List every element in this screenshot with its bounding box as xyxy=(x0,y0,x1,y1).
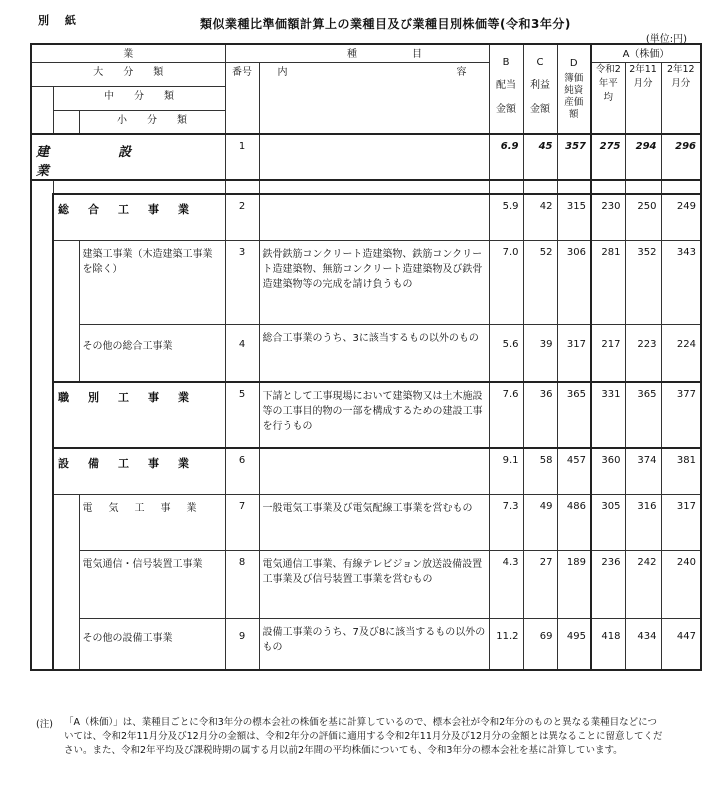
header-naiyo-right: 容 xyxy=(456,66,467,78)
cell-b: 6.9 xyxy=(489,134,523,180)
header-chu: 中 分 類 xyxy=(53,86,225,110)
header-c-label: 利益金額 xyxy=(530,79,551,115)
cell-b: 7.3 xyxy=(489,494,523,550)
page-title: 類似業種比準価額計算上の業種目及び業種目別株価等(令和3年分) xyxy=(200,17,571,31)
table-row xyxy=(31,448,701,494)
cell-a1: 217 xyxy=(591,324,625,382)
footnote-text: 「A（株価）」は、業種目ごとに令和3年分の標本会社の株価を基に計算しているので、標本会社が令和2年分のものと異なる業種目などについては、令和2年11月分及び12月分の金額は、令和2年分の評価に適用する令和2年11月分及び12月分の金額とは異なることに留意してください。また、令和2年平均及び課税時期の属する月以前2年間の平均株価についても、令和3年分の標本会社を基に計算しています。 xyxy=(64,717,663,756)
row-number: 9 xyxy=(225,618,259,670)
row-description: 総合工事業のうち、3に該当するもの以外のもの xyxy=(259,324,489,382)
cell-a1: 275 xyxy=(591,134,625,180)
header-a2: 2年11月分 xyxy=(629,63,657,89)
row-name: 職 別 工 事 業 xyxy=(58,391,193,404)
cell-a1: 305 xyxy=(591,494,625,550)
table-row xyxy=(31,324,701,382)
row-name: 電気通信・信号装置工事業 xyxy=(79,550,225,618)
row-description: 設備工事業のうち、7及び8に該当するもの以外のもの xyxy=(259,618,489,670)
header-gyo: 業 xyxy=(31,44,225,62)
stock-price-table xyxy=(30,43,702,671)
cell-c: 69 xyxy=(523,618,557,670)
row-number: 2 xyxy=(225,194,259,240)
cell-b: 5.6 xyxy=(489,324,523,382)
cell-c: 49 xyxy=(523,494,557,550)
unit-label: (単位:円) xyxy=(645,34,687,45)
row-description: 下請として工事現場において建築物又は土木施設等の工事目的物の一部を構成するための建設工事を行うもの xyxy=(259,382,489,448)
cell-d: 457 xyxy=(557,448,591,494)
header-sho: 小 分 類 xyxy=(79,110,225,134)
header-a3: 2年12月分 xyxy=(666,63,695,89)
cell-a2: 223 xyxy=(625,324,661,382)
annex-label: 別 紙 xyxy=(38,14,82,27)
cell-a2: 294 xyxy=(625,134,661,180)
cell-d: 315 xyxy=(557,194,591,240)
cell-c: 36 xyxy=(523,382,557,448)
cell-a1: 360 xyxy=(591,448,625,494)
cell-a3: 249 xyxy=(661,194,701,240)
note-prefix: (注) xyxy=(36,719,53,730)
cell-d: 306 xyxy=(557,240,591,324)
cell-d: 365 xyxy=(557,382,591,448)
cell-d: 317 xyxy=(557,324,591,382)
header-a1: 令和2年平均 xyxy=(595,63,621,103)
cell-a1: 331 xyxy=(591,382,625,448)
cell-a2: 316 xyxy=(625,494,661,550)
row-name: その他の設備工事業 xyxy=(79,618,225,670)
row-name: その他の総合工事業 xyxy=(79,324,225,382)
cell-a3: 377 xyxy=(661,382,701,448)
row-number: 1 xyxy=(225,134,259,180)
footnote xyxy=(64,716,664,758)
row-number: 8 xyxy=(225,550,259,618)
row-number: 7 xyxy=(225,494,259,550)
table-row xyxy=(31,550,701,618)
cell-a2: 374 xyxy=(625,448,661,494)
header-b-label: 配当金額 xyxy=(496,79,517,115)
cell-a1: 236 xyxy=(591,550,625,618)
cell-b: 5.9 xyxy=(489,194,523,240)
header-naiyo-left: 内 xyxy=(277,66,288,78)
cell-c: 39 xyxy=(523,324,557,382)
row-name: 建 設 業 xyxy=(36,145,201,179)
cell-d: 357 xyxy=(557,134,591,180)
cell-b: 7.6 xyxy=(489,382,523,448)
cell-a3: 381 xyxy=(661,448,701,494)
cell-c: 27 xyxy=(523,550,557,618)
cell-c: 42 xyxy=(523,194,557,240)
row-name: 建築工事業（木造建築工事業を除く） xyxy=(79,240,225,324)
row-name: 総 合 工 事 業 xyxy=(58,203,193,216)
row-description: 鉄骨鉄筋コンクリート造建築物、鉄筋コンクリート造建築物、無筋コンクリート造建築物及び鉄骨造建築物等の完成を請け負うもの xyxy=(259,240,489,324)
header-bango: 番号 xyxy=(225,62,259,134)
table-row xyxy=(31,494,701,550)
cell-d: 495 xyxy=(557,618,591,670)
cell-a3: 343 xyxy=(661,240,701,324)
cell-d: 486 xyxy=(557,494,591,550)
cell-a2: 250 xyxy=(625,194,661,240)
header-d-label: 簿価純資産価額 xyxy=(564,72,584,120)
cell-c: 45 xyxy=(523,134,557,180)
cell-c: 58 xyxy=(523,448,557,494)
header-a: A（株価） xyxy=(591,44,701,62)
row-number: 4 xyxy=(225,324,259,382)
row-name: 設 備 工 事 業 xyxy=(58,457,193,470)
header-moku: 目 xyxy=(412,49,423,60)
row-description: 一般電気工事業及び電気配線工事業を営むもの xyxy=(259,494,489,550)
row-number: 5 xyxy=(225,382,259,448)
table-row xyxy=(31,618,701,670)
header-b: B xyxy=(502,56,510,68)
row-number: 3 xyxy=(225,240,259,324)
cell-b: 9.1 xyxy=(489,448,523,494)
cell-a3: 296 xyxy=(661,134,701,180)
header-shu: 種 xyxy=(347,49,358,60)
cell-a2: 365 xyxy=(625,382,661,448)
cell-d: 189 xyxy=(557,550,591,618)
cell-a1: 230 xyxy=(591,194,625,240)
cell-a2: 242 xyxy=(625,550,661,618)
header-dai: 大 分 類 xyxy=(31,62,225,86)
table-row xyxy=(31,240,701,324)
header-c: C xyxy=(536,56,544,68)
table-row xyxy=(31,134,701,180)
table-row xyxy=(31,194,701,240)
row-description: 電気通信工事業、有線テレビジョン放送設備設置工事業及び信号装置工事業を営むもの xyxy=(259,550,489,618)
cell-a2: 434 xyxy=(625,618,661,670)
cell-a3: 224 xyxy=(661,324,701,382)
cell-c: 52 xyxy=(523,240,557,324)
cell-a1: 418 xyxy=(591,618,625,670)
row-description xyxy=(259,134,489,180)
cell-a3: 317 xyxy=(661,494,701,550)
cell-a3: 447 xyxy=(661,618,701,670)
table-row xyxy=(31,382,701,448)
cell-a2: 352 xyxy=(625,240,661,324)
row-description xyxy=(259,194,489,240)
cell-b: 7.0 xyxy=(489,240,523,324)
cell-b: 11.2 xyxy=(489,618,523,670)
row-name: 電 気 工 事 業 xyxy=(79,494,225,550)
row-number: 6 xyxy=(225,448,259,494)
row-description xyxy=(259,448,489,494)
header-d: D xyxy=(569,57,578,69)
cell-a1: 281 xyxy=(591,240,625,324)
cell-a3: 240 xyxy=(661,550,701,618)
cell-b: 4.3 xyxy=(489,550,523,618)
